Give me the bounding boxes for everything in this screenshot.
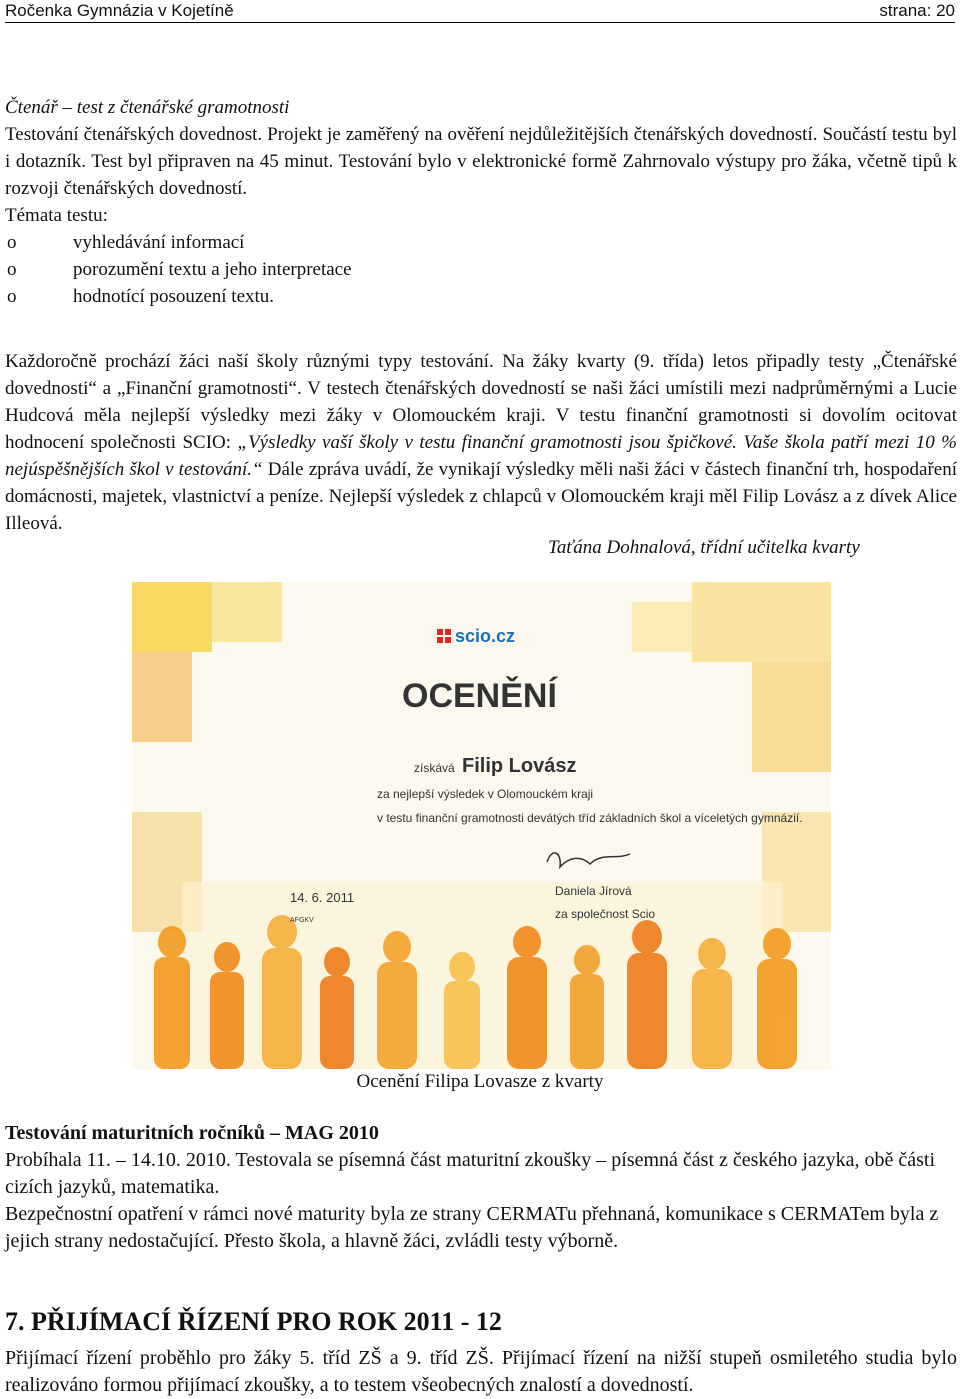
cert-signer-role: za společnost Scio	[555, 907, 656, 921]
scio-quote: „Výsledky vaší školy v testu finanční gramotnosti jsou špičkové. Vaše škola patří mezi 10 % nejúspěšnějších škol v testování.“	[5, 432, 958, 480]
signature: Taťána Dohnalová, třídní učitelka kvarty	[548, 537, 860, 558]
cert-line2: v testu finanční gramotnosti devátých tříd základních škol a víceletých gymnázií.	[377, 811, 803, 825]
section-admission	[5, 1306, 957, 1338]
cert-signer: Daniela Jírová	[555, 884, 632, 898]
topics-label: Témata testu:	[5, 205, 108, 226]
paragraph-part: Dále zpráva uvádí, že vynikají výsledky měli naši žáci v částech finanční trh, hospodaření domácnosti, majetek, vlastnictví a peníze. Nejlepší výsledek z chlapců v Olomouckém kraji měl Filip Lovász a z dívek Alice Illeová.	[5, 459, 957, 534]
section-title: Testování maturitních ročníků – MAG 2010	[5, 1122, 379, 1144]
cert-receives: získává	[414, 761, 455, 775]
cert-name: Filip Lovász	[462, 755, 577, 777]
paragraph: Bezpečnostní opatření v rámci nové maturity byla ze strany CERMATu přehnaná, komunikace s CERMATem byla z jejich strany nedostačující. Přesto škola, a hlavně žáci, zvládli testy výborně.	[5, 1203, 939, 1252]
bullet: o	[7, 286, 17, 307]
list-item: o hodnotící posouzení textu.	[5, 283, 957, 310]
page-number: strana: 20	[879, 1, 955, 20]
cert-date: 14. 6. 2011	[290, 890, 355, 905]
section-title: Čtenář – test z čtenářské gramotnosti	[5, 97, 290, 118]
chapter-heading: 7. PŘIJÍMACÍ ŘÍZENÍ PRO ROK 2011 - 12	[5, 1307, 502, 1336]
page-header	[5, 0, 955, 23]
section-matura	[5, 1120, 957, 1255]
cert-logo: scio.cz	[455, 626, 516, 646]
section-reader-test	[5, 94, 957, 310]
cert-title: OCENĚNÍ	[402, 677, 557, 715]
certificate-photo	[132, 582, 831, 1069]
list-item: o vyhledávání informací	[5, 229, 957, 256]
paragraph-part: Každoročně prochází žáci naší školy různými typy testování. Na žáky kvarty (9. třída) letos připadly testy „Čtenářské dovednosti“ a „Finanční gramotnosti“. V testech čtenářských dovedností se naši žáci umístili mezi nadprůměrnými a Lucie Hudcová měla nejlepší výsledky mezi žáky v Olomouckém kraji. V testu finanční gramotnosti si dovolím ocitovat hodnocení společnosti SCIO:	[5, 351, 957, 453]
cert-code: AFGKV	[290, 917, 314, 924]
cert-line1: za nejlepší výsledek v Olomouckém kraji	[377, 787, 594, 801]
topics-list	[5, 229, 957, 310]
admission-paragraph: Přijímací řízení proběhlo pro žáky 5. tříd ZŠ a 9. tříd ZŠ. Přijímací řízení na nižší stupeň osmiletého studia bylo realizováno formou přijímací zkoušky, a to testem všeobecných znalostí a dovedností.	[5, 1347, 957, 1396]
bullet: o	[7, 232, 17, 253]
paragraph: Testování čtenářských dovednost. Projekt je zaměřený na ověření nejdůležitějších čtenářských dovedností. Součástí testu byl i dotazník. Test byl připraven na 45 minut. Testování bylo v elektronické formě Zahrnovalo výstupy pro žáka, včetně tipů k rozvoji čtenářských dovedností.	[5, 124, 957, 199]
list-item: o porozumění textu a jeho interpretace	[5, 256, 957, 283]
section-testing	[5, 348, 957, 537]
photo-caption: Ocenění Filipa Lovasze z kvarty	[356, 1071, 604, 1092]
bullet: o	[7, 259, 17, 280]
header-title: Ročenka Gymnázia v Kojetíně	[5, 1, 234, 20]
paragraph: Probíhala 11. – 14.10. 2010. Testovala se písemná část maturitní zkoušky – písemná část z českého jazyka, obě části cizích jazyků, matematika.	[5, 1149, 936, 1198]
